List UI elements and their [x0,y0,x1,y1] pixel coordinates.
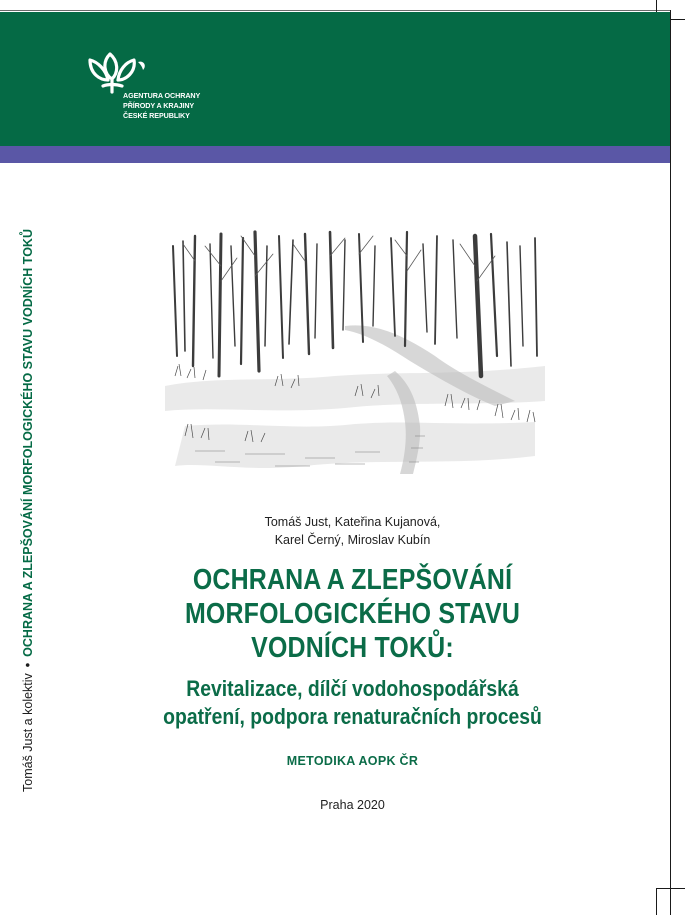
subtitle [139,675,566,731]
title-line-2: MORFOLOGICKÉHO STAVU [184,598,521,630]
logo-line-3: ČESKÉ REPUBLIKY [123,111,190,120]
subtitle-line-2: opatření, podpora renaturačních procesů [163,704,542,729]
crop-mark-bottom-h [656,888,685,889]
spine-authors: Tomáš Just a kolektiv [21,673,35,792]
subtitle-line-1: Revitalizace, dílčí vodohospodářská [186,676,519,701]
authors-line-1: Tomáš Just, Kateřina Kujanová, [264,515,441,529]
leaf-flower-icon [86,52,148,96]
riverside-forest-drawing [155,226,550,478]
spine-text [20,229,36,792]
spine-title: OCHRANA A ZLEPŠOVÁNÍ MORFOLOGICKÉHO STAVU VODNÍCH TOKŮ [21,229,35,657]
methodology-label: METODIKA AOPK ČR [286,754,419,768]
frame-top-line [0,10,671,11]
logo-line-1: AGENTURA OCHRANY [123,91,201,100]
authors-line-2: Karel Černý, Miroslav Kubín [274,533,431,547]
place-year: Praha 2020 [320,798,385,812]
logo-line-2: PŘÍRODY A KRAJINY [123,101,195,110]
aopk-logo [86,52,216,128]
spine-bullet: • [21,662,35,668]
frame-right-line [670,10,671,915]
title-line-3: VODNÍCH TOKŮ: [251,632,454,664]
authors [150,513,555,549]
title-line-1: OCHRANA A ZLEPŠOVÁNÍ [192,564,513,596]
crop-mark-bottom [656,888,657,915]
logo-text [123,91,200,121]
header-stripe [0,146,670,163]
main-title [144,563,561,665]
